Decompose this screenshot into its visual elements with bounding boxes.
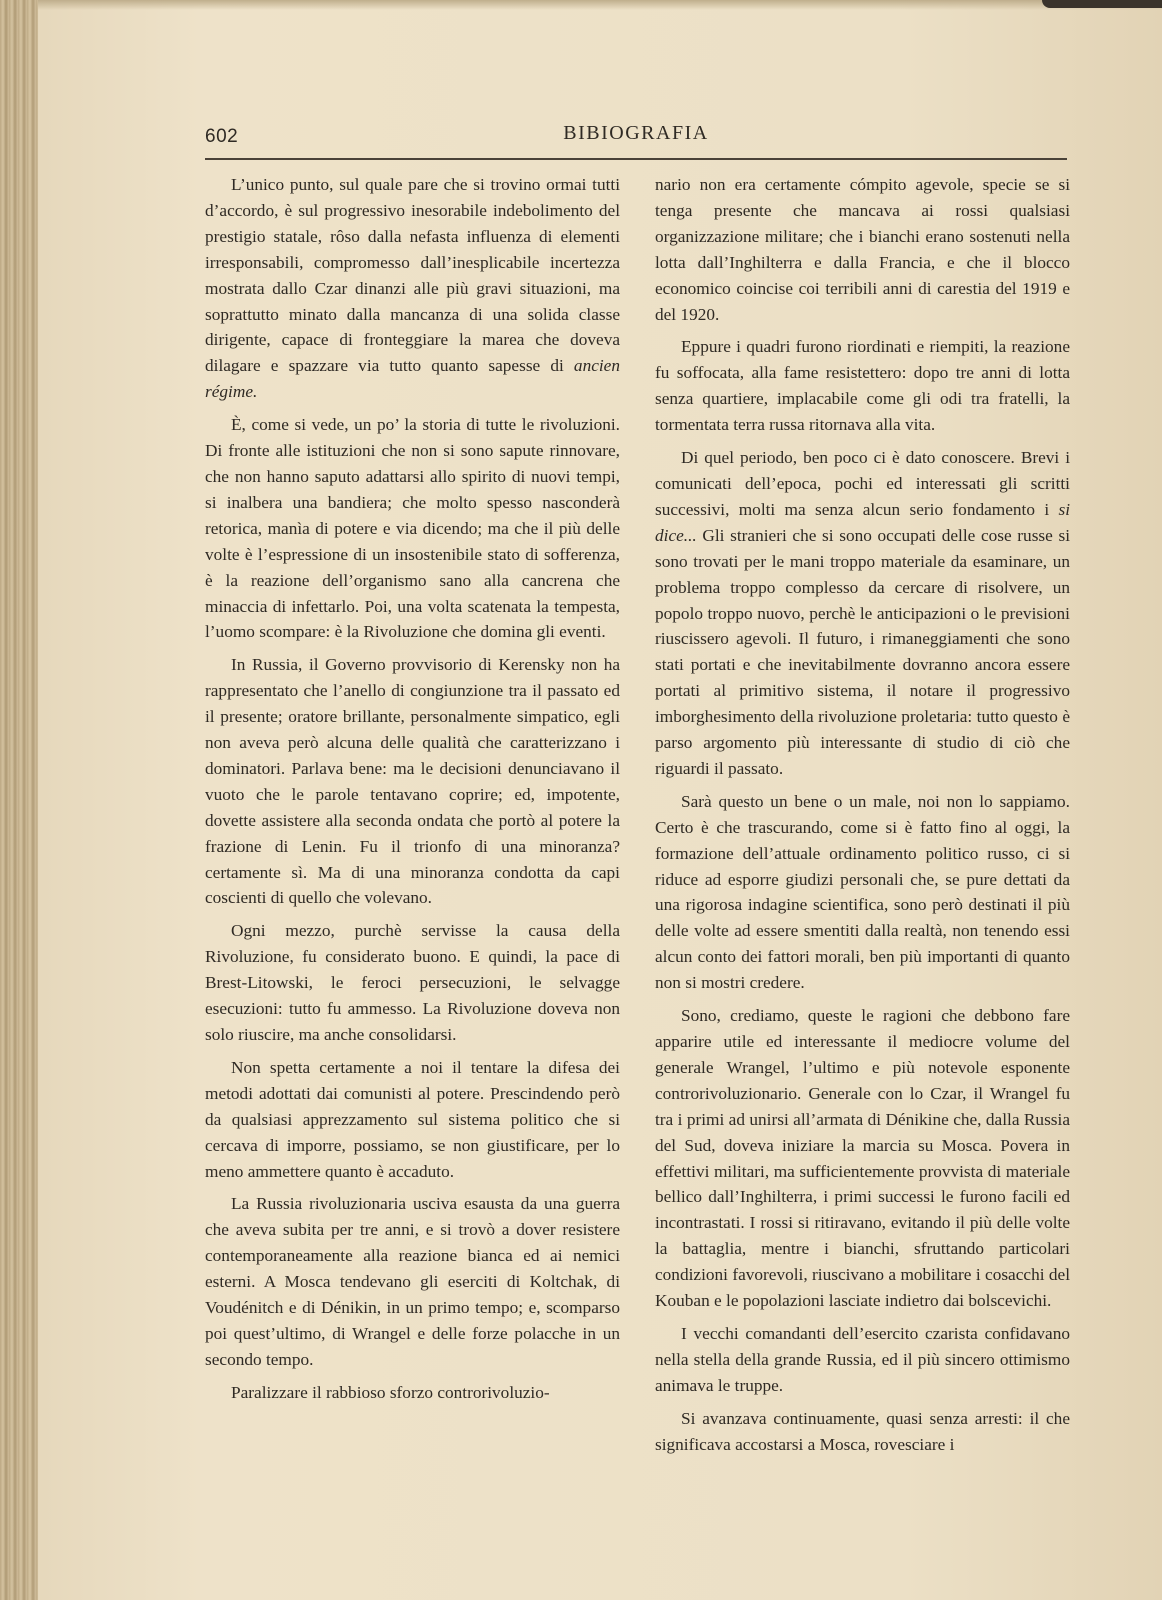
paragraph (205, 172, 620, 405)
italic-phrase: ancien régime. (205, 356, 620, 402)
paragraph: Paralizzare il rabbioso sforzo controrivoluzio- (231, 1382, 550, 1402)
italic-phrase: si dice... (655, 499, 1070, 545)
page-number: 602 (205, 126, 239, 147)
paragraph: Sono, crediamo, queste le ragioni che debbono fare apparire utile ed interessante il mediocre volume del generale Wrangel, l’ultimo e più notevole esponente controrivoluzionario. Generale con lo Czar, il Wrangel fu tra i primi ad unirsi all’armata di Dénikine che, dalla Russia del Sud, doveva iniziare la marcia su Mosca. Povera in effettivi militari, ma sufficientemente provvista di materiale bellico dall’Inghilterra, i primi successi le furono facili ed incontrastati. I rossi si ritiravano, evitando il più delle volte la battaglia, mentre i bianchi, sfruttando particolari condizioni favorevoli, riuscivano a mobilitare i cosacchi del Kouban e le popolazioni lasciate indietro dai bolscevichi. (655, 1006, 1070, 1311)
paragraph: I vecchi comandanti dell’esercito czarista confidavano nella stella della grande Russia, ed il più sincero ottimismo animava le truppe. (655, 1323, 1070, 1395)
paragraph: Sarà questo un bene o un male, noi non lo sappiamo. Certo è che trascurando, come si è fatto fino al oggi, la formazione dell’attuale ordinamento politico russo, ci si riduce ad esporre giudizi personali che, se pure dettati da una rigorosa indagine scientifica, sono però destinati il più delle volte ad essere smentiti dalla realtà, non tenendo essi alcun conto dei fattori morali, ben più importanti di quanto non si mostri credere. (655, 791, 1070, 993)
paragraph: In Russia, il Governo provvisorio di Kerensky non ha rappresentato che l’anello di congiunzione tra il passato ed il presente; oratore brillante, personalmente simpatico, egli non aveva però alcuna delle qualità che caratterizzano i dominatori. Parlava bene: ma le decisioni denunciavano il vuoto che le parole tentavano coprire; ed, impotente, dovette assistere alla seconda ondata che portò al potere la frazione di Lenin. Fu il trionfo di una minoranza? certamente sì. Ma di una minoranza condotta da capi coscienti di quello che volevano. (205, 655, 620, 908)
corner-shadow (1042, 0, 1162, 8)
paragraph: Ogni mezzo, purchè servisse la causa della Rivoluzione, fu considerato buono. E quindi, la pace di Brest-Litowski, le feroci persecuzioni, le selvagge esecuzioni: tutto fu ammesso. La Rivoluzione doveva non solo riuscire, ma anche consolidarsi. (205, 921, 620, 1044)
page-header (205, 118, 1067, 160)
paragraph-text: L’unico punto, sul quale pare che si trovino ormai tutti d’accordo, è sul progressivo inesorabile indebolimento del prestigio statale, rôso dalla nefasta influenza di elementi irresponsabili, compromesso dall’inesplicabile incertezza mostrata dallo Czar dinanzi alle più gravi situazioni, ma soprattutto minato dalla mancanza di una solida classe dirigente, capace di fronteggiare la marea che doveva dilagare e spazzare via tutto quanto sapesse di (205, 175, 620, 376)
right-column (655, 172, 1070, 1458)
paragraph (655, 445, 1070, 782)
paragraph: nario non era certamente cómpito agevole, specie se si tenga presente che mancava ai rossi qualsiasi organizzazione militare; che i bianchi erano sostenuti nella lotta dall’Inghilterra e dalla Francia, e che il blocco economico coincise coi terribili anni di carestia del 1919 e del 1920. (655, 175, 1070, 324)
paragraph-text: Di quel periodo, ben poco ci è dato conoscere. Brevi i comunicati dell’epoca, pochi ed interessati gli scritti successivi, molti ma senza alcun serio fondamento i (655, 448, 1070, 519)
paragraph: Si avanzava continuamente, quasi senza arresti: il che significava accostarsi a Mosca, rovesciare i (655, 1408, 1070, 1454)
book-binding (0, 0, 38, 1600)
paragraph: Non spetta certamente a noi il tentare la difesa dei metodi adottati dai comunisti al potere. Prescindendo però da qualsiasi apprezzamento sul sistema politico che si cercava di imporre, possiamo, se non giustificare, per lo meno ammettere quanto è accaduto. (205, 1057, 620, 1181)
running-title: BIBIOGRAFIA (563, 122, 709, 144)
paragraph: Eppure i quadri furono riordinati e riempiti, la reazione fu soffocata, alla fame resistettero: dopo tre anni di lotta senza quartiere, implacabile come gli odi tra fratelli, la tormentata terra russa ritornava alla vita. (655, 337, 1070, 435)
paragraph: È, come si vede, un po’ la storia di tutte le rivoluzioni. Di fronte alle istituzioni che non si sono sapute rinnovare, che non hanno saputo adattarsi allo spirito di nuovi tempi, si inalbera una bandiera; che molto spesso nasconderà retorica, manìa di potere e via dicendo; ma che il più delle volte è l’espressione di un insostenibile stato di sofferenza, è la reazione dell’organismo sano alla cancrena che minaccia di infettarlo. Poi, una volta scatenata la tempesta, l’uomo scompare: è la Rivoluzione che domina gli eventi. (205, 415, 620, 642)
top-page-edge (38, 0, 1162, 10)
left-column (205, 172, 620, 1406)
paragraph: La Russia rivoluzionaria usciva esausta da una guerra che aveva subita per tre anni, e si trovò a dover resistere contemporaneamente alla reazione bianca ed ai nemici esterni. A Mosca tendevano gli eserciti di Koltchak, di Voudénitch e di Dénikin, in un primo tempo; e, scomparso poi quest’ultimo, di Wrangel e delle forze polacche in un secondo tempo. (205, 1194, 620, 1369)
paragraph-text: Gli stranieri che si sono occupati delle cose russe si sono trovati per le mani troppo materiale da esaminare, un problema troppo complesso da cercare di risolvere, un popolo troppo nuovo, perchè le anticipazioni o le previsioni riuscissero agevoli. Il futuro, i rimaneggiamenti che sono stati portati e che inevitabilmente dovranno ancora essere portati al primitivo sistema, il notare il progressivo imborghesimento della rivoluzione proletaria: tutto questo è parso argomento più interessante di studio di ciò che riguardi il passato. (655, 525, 1070, 778)
